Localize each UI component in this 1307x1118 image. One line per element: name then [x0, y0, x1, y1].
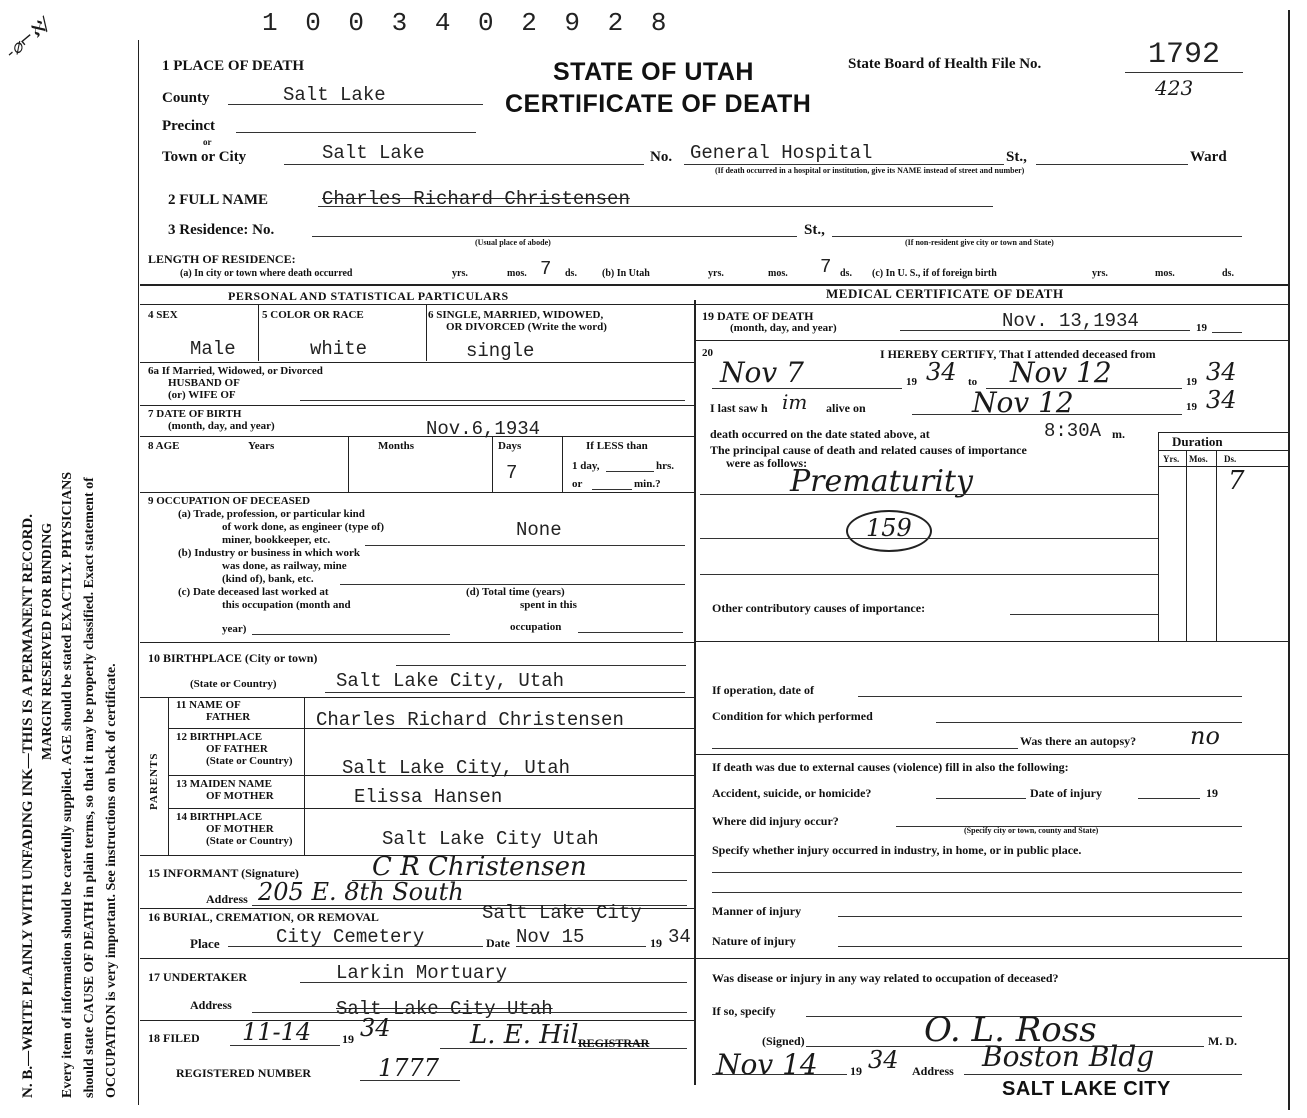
duration-mos-divider: [1216, 450, 1217, 642]
title-certificate: CERTIFICATE OF DEATH: [505, 90, 812, 118]
frame-left: [138, 40, 139, 1105]
occupation-d1: (d) Total time (years): [466, 586, 565, 598]
file-number: 1792: [1148, 38, 1221, 72]
occupation-d-line: [578, 632, 683, 633]
occupation-c3: year): [222, 623, 247, 635]
duration-label: Duration: [1172, 434, 1223, 449]
spouse-label-2: HUSBAND OF: [168, 377, 240, 389]
manner-label: Manner of injury: [712, 904, 802, 918]
residence-a-days: 7: [540, 258, 552, 280]
months-label: Months: [378, 440, 415, 452]
occupation-b2: was done, as railway, mine: [222, 560, 347, 572]
hrs-label: hrs.: [656, 460, 675, 472]
specify-line-1: [712, 872, 1242, 873]
occupation-b1: (b) Industry or business in which work: [178, 547, 360, 559]
section-heading-rule: [140, 304, 1288, 305]
birthplace-label: 10 BIRTHPLACE (City or town): [148, 651, 318, 665]
marital-label-1: 6 SINGLE, MARRIED, WIDOWED,: [428, 309, 604, 321]
parents-side-label: PARENTS: [148, 752, 160, 810]
injury-date-label: Date of injury: [1030, 786, 1102, 800]
filed-date-line: [230, 1045, 340, 1046]
dod-suffix: 19: [1196, 322, 1207, 334]
to-label: to: [968, 376, 978, 388]
duration-bottom-border: [696, 641, 1288, 642]
med-rule-20: [696, 340, 1288, 341]
margin-note-line2: Every item of information should be carefully supplied. AGE should be stated EXACTLY. PHYSICIANS: [60, 471, 75, 1098]
burial-year: 34: [668, 926, 691, 948]
town-value: Salt Lake: [322, 142, 425, 164]
spouse-line: [300, 400, 685, 401]
md-label: M. D.: [1208, 1034, 1237, 1048]
file-number-label: State Board of Health File No.: [848, 56, 1042, 72]
registrar-line: [440, 1048, 687, 1049]
margin-note-line1: N. B.—WRITE PLAINLY WITH UNFADING INK—THIS IS A PERMANENT RECORD.: [20, 514, 36, 1098]
last-saw-him: im: [782, 390, 808, 414]
margin-binding-note-rotated: [40, 523, 56, 760]
last-year-prefix: 19: [1186, 401, 1197, 413]
precinct-label: Precinct: [162, 118, 216, 134]
days-label: Days: [498, 440, 522, 452]
file-number-line: [1125, 72, 1243, 73]
last-saw-label-b: alive on: [826, 401, 866, 415]
mother-bp-label-2: OF MOTHER: [206, 823, 274, 835]
med-rule-external: [696, 754, 1288, 755]
cause-line-2: [700, 538, 1158, 539]
cause-value: Prematurity: [790, 464, 973, 499]
time-m-label: m.: [1112, 427, 1125, 441]
residence-c-label: (c) In U. S., if of foreign birth: [872, 268, 997, 279]
duration-ds-label: Ds.: [1224, 454, 1237, 464]
injury-year-prefix: 19: [1206, 786, 1218, 800]
certify-text: I HEREBY CERTIFY, That I attended deceased from: [880, 347, 1156, 361]
attended-from: Nov 7: [720, 356, 804, 389]
burial-place-label: Place: [190, 936, 220, 951]
father-value: Charles Richard Christensen: [316, 709, 624, 731]
residence-a-yrs: yrs.: [452, 268, 468, 279]
accident-label: Accident, suicide, or homicide?: [712, 786, 872, 800]
signed-year: 34: [868, 1046, 899, 1074]
dod-label-2: (month, day, and year): [730, 322, 837, 334]
dob-label-1: 7 DATE OF BIRTH: [148, 408, 242, 420]
age-days-divider: [562, 437, 563, 492]
certify-number: 20: [702, 347, 713, 359]
street-label: St.,: [1006, 149, 1027, 165]
father-bp-label-3: (State or Country): [206, 755, 293, 767]
dod-value: Nov. 13,1934: [1002, 310, 1139, 332]
sex-label: 4 SEX: [148, 309, 178, 321]
serial-number: 1 0 0 3 4 0 2 9 2 8: [262, 8, 673, 38]
autopsy-value: no: [1190, 722, 1220, 750]
last-saw-value: Nov 12: [972, 386, 1074, 419]
if-so-label: If so, specify: [712, 1004, 776, 1018]
father-bp-label-1: 12 BIRTHPLACE: [176, 731, 263, 743]
nonresident-note: (If non-resident give city or town and State): [905, 238, 1054, 247]
duration-mos-label: Mos.: [1189, 454, 1208, 464]
row-rule-7: [140, 405, 694, 406]
duration-header-rule: [1158, 450, 1288, 451]
undertaker-address: Salt Lake City Utah: [336, 998, 553, 1020]
full-name-line: [318, 206, 993, 207]
mother-label-1: 13 MAIDEN NAME: [176, 778, 272, 790]
residence-b-days: 7: [820, 256, 832, 278]
personal-heading: PERSONAL AND STATISTICAL PARTICULARS: [228, 289, 509, 303]
cause-code-circle: [846, 510, 932, 552]
occupation-d3: occupation: [510, 621, 562, 633]
physician-address-line: [964, 1074, 1242, 1075]
father-bp-label-2: OF FATHER: [206, 743, 268, 755]
to-year: 34: [1206, 358, 1237, 386]
burial-value: Salt Lake City: [482, 902, 642, 924]
parents-label-divider: [304, 697, 305, 855]
specify-line-2: [712, 892, 1242, 893]
informant-address: 205 E. 8th South: [258, 878, 464, 906]
operation-line: [858, 696, 1242, 697]
dob-label-2: (month, day, and year): [168, 420, 275, 432]
residence-a-mos: mos.: [507, 268, 527, 279]
occupation-a1: (a) Trade, profession, or particular kind: [178, 508, 365, 520]
color-value: white: [310, 338, 368, 360]
ward-line: [1036, 164, 1188, 165]
filed-label: 18 FILED: [148, 1031, 200, 1045]
manner-line: [838, 916, 1242, 917]
full-name-value: Charles Richard Christensen: [322, 188, 630, 210]
occupation-a3: miner, bookkeeper, etc.: [222, 534, 331, 546]
margin-binding-note-text: MARGIN RESERVED FOR BINDING: [40, 522, 55, 760]
registered-number-label: REGISTERED NUMBER: [176, 1066, 312, 1080]
sex-divider: [258, 305, 259, 361]
occupation-b-line: [340, 584, 685, 585]
center-divider: [694, 300, 696, 1085]
registered-number: 1777: [378, 1054, 440, 1082]
margin-note-line3: should state CAUSE OF DEATH in plain terms, so that it may be properly classified. Exact statement of: [82, 477, 97, 1098]
cause-line-1: [700, 494, 1158, 495]
residence-street-line: [832, 236, 1242, 237]
hrs-line: [606, 471, 654, 472]
hospital-note: (If death occurred in a hospital or institution, give its NAME instead of street and number): [715, 166, 1025, 175]
spouse-label-1: 6a If Married, Widowed, or Divorced: [148, 365, 323, 377]
filed-year-prefix: 19: [342, 1032, 354, 1046]
burial-date-label: Date: [486, 936, 510, 950]
age-label: 8 AGE: [148, 440, 180, 452]
dod-label-1: 19 DATE OF DEATH: [702, 309, 814, 323]
signed-label: (Signed): [762, 1034, 805, 1048]
duration-col-rule: [1158, 466, 1288, 467]
operation-label: If operation, date of: [712, 683, 814, 697]
duration-left-border: [1158, 432, 1159, 642]
dob-value: Nov.6,1934: [426, 418, 541, 440]
mother-bp-value: Salt Lake City Utah: [382, 828, 599, 850]
margin-note-line4: OCCUPATION is very important. See instructions on back of certificate.: [104, 663, 119, 1098]
occupation-a2: of work done, as engineer (type of): [222, 521, 385, 533]
county-line: [228, 104, 483, 105]
attended-from-line: [712, 388, 902, 389]
external-causes-label: If death was due to external causes (violence) fill in also the following:: [712, 760, 1069, 774]
occupation-value: None: [516, 519, 562, 541]
marital-value: single: [466, 340, 535, 362]
mother-bp-label-3: (State or Country): [206, 835, 293, 847]
duration-yrs-divider: [1186, 450, 1187, 642]
frame-right: [1288, 10, 1290, 1110]
mother-value: Elissa Hansen: [354, 786, 503, 808]
physician-signature: O. L. Ross: [924, 1010, 1097, 1050]
undertaker-value: Larkin Mortuary: [336, 962, 508, 984]
color-divider: [426, 305, 427, 361]
residence-b-yrs: yrs.: [708, 268, 724, 279]
condition-label: Condition for which performed: [712, 709, 873, 723]
spouse-label-3: (or) WIFE OF: [168, 389, 236, 401]
county-label: County: [162, 90, 210, 106]
physician-address-label: Address: [912, 1064, 954, 1078]
where-label: Where did injury occur?: [712, 814, 839, 828]
specify-label: Specify whether injury occurred in industry, in home, or in public place.: [712, 843, 1082, 857]
last-year: 34: [1206, 386, 1237, 414]
age-years-divider: [348, 437, 349, 492]
less-than-label: If LESS than: [586, 440, 648, 452]
to-year-prefix: 19: [1186, 376, 1197, 388]
informant-signature: C R Christensen: [372, 852, 587, 882]
title-state: STATE OF UTAH: [553, 58, 754, 86]
burial-year-prefix: 19: [650, 936, 662, 950]
occupation-d2: spent in this: [520, 599, 577, 611]
burial-label: 16 BURIAL, CREMATION, OR REMOVAL: [148, 910, 379, 924]
row-rule-14: [168, 808, 694, 809]
residence-a-ds: ds.: [565, 268, 577, 279]
other-causes-label: Other contributory causes of importance:: [712, 601, 926, 615]
medical-heading: MEDICAL CERTIFICATE OF DEATH: [826, 286, 1064, 301]
county-value: Salt Lake: [283, 84, 386, 106]
occupation-c2: this occupation (month and: [222, 599, 351, 611]
med-rule-related: [696, 958, 1288, 959]
dod-line: [900, 330, 1190, 331]
hospital-line: [684, 164, 1004, 165]
where-note: (Specify city or town, county and State): [964, 826, 1099, 835]
physician-address: Boston Bldg: [982, 1040, 1155, 1073]
last-saw-label-a: I last saw h: [710, 401, 768, 415]
undertaker-address-label: Address: [190, 998, 232, 1012]
full-name-label: 2 FULL NAME: [168, 192, 269, 208]
city-stamp: SALT LAKE CITY: [1002, 1078, 1171, 1100]
residence-b-mos: mos.: [768, 268, 788, 279]
residence-b-label: (b) In Utah: [602, 268, 650, 279]
burial-date-line: [516, 946, 646, 947]
undertaker-label: 17 UNDERTAKER: [148, 970, 248, 984]
years-label: Years: [248, 440, 275, 452]
row-rule-12: [168, 728, 694, 729]
ward-label: Ward: [1190, 149, 1227, 165]
row-rule-18: [140, 1020, 694, 1021]
or-min-label: or: [572, 478, 583, 490]
row-rule-9: [140, 492, 694, 493]
birthplace-city-line: [396, 665, 686, 666]
duration-days-value: 7: [1228, 466, 1245, 496]
occupation-c-line: [252, 634, 450, 635]
nature-label: Nature of injury: [712, 934, 796, 948]
occupation-label: 9 OCCUPATION OF DECEASED: [148, 495, 311, 507]
town-label: Town or City: [162, 149, 247, 165]
filed-date: 11-14: [242, 1018, 312, 1046]
birthplace-value: Salt Lake City, Utah: [336, 670, 565, 692]
burial-place-line: [228, 946, 483, 947]
from-year-prefix: 19: [906, 376, 917, 388]
occupation-a-line: [365, 545, 685, 546]
hospital-value: General Hospital: [690, 142, 873, 164]
burial-place-value: City Cemetery: [276, 926, 425, 948]
last-saw-line: [912, 414, 1182, 415]
burial-date-value: Nov 15: [516, 926, 585, 948]
undertaker-address-line: [252, 1012, 687, 1013]
duration-top-border: [1158, 432, 1288, 433]
place-of-death-label: 1 PLACE OF DEATH: [162, 58, 305, 74]
row-rule-17: [140, 958, 694, 959]
informant-label: 15 INFORMANT (Signature): [148, 866, 299, 880]
birthplace-state-label: (State or Country): [190, 678, 277, 690]
accident-line: [936, 798, 1026, 799]
min-label: min.?: [634, 478, 661, 490]
dod-year-line: [1212, 332, 1242, 333]
min-line: [592, 489, 632, 490]
filed-year: 34: [360, 1014, 391, 1042]
marital-label-2: OR DIVORCED (Write the word): [446, 321, 607, 333]
row-rule-parents: [140, 697, 694, 698]
duration-yrs-label: Yrs.: [1163, 454, 1180, 464]
registered-number-line: [360, 1080, 460, 1081]
residence-a-label: (a) In city or town where death occurred: [180, 268, 353, 279]
mother-label-2: OF MOTHER: [206, 790, 274, 802]
signed-date-line: [712, 1074, 847, 1075]
registrar-signature: L. E. Hil: [470, 1020, 579, 1050]
row-rule-10: [140, 642, 694, 643]
informant-address-label: Address: [206, 892, 248, 906]
registrar-label: REGISTRAR: [578, 1036, 650, 1050]
autopsy-label: Was there an autopsy?: [1020, 734, 1137, 748]
cause-line-3: [700, 574, 1158, 575]
age-months-divider: [492, 437, 493, 492]
other-causes-line: [1010, 614, 1158, 615]
nature-line: [838, 946, 1242, 947]
one-day-label: 1 day,: [572, 460, 600, 472]
father-label-1: 11 NAME OF: [176, 699, 241, 711]
mother-bp-label-1: 14 BIRTHPLACE: [176, 811, 263, 823]
signed-year-prefix: 19: [850, 1064, 862, 1078]
row-rule-6a: [140, 362, 694, 363]
residence-c-mos: mos.: [1155, 268, 1175, 279]
occupation-b3: (kind of), bank, etc.: [222, 573, 314, 585]
undertaker-line: [300, 982, 687, 983]
residence-line: [312, 236, 797, 237]
time-value: 8:30A: [1044, 420, 1102, 442]
length-of-residence-label: LENGTH OF RESIDENCE:: [148, 252, 296, 266]
father-label-2: FATHER: [206, 711, 251, 723]
attended-to: Nov 12: [1010, 356, 1112, 389]
residence-c-yrs: yrs.: [1092, 268, 1108, 279]
residence-c-ds: ds.: [1222, 268, 1234, 279]
cause-label-2: were as follows:: [726, 456, 808, 470]
occurred-label: death occurred on the date stated above, at: [710, 427, 930, 441]
precinct-line: [236, 132, 476, 133]
cause-code: 159: [866, 514, 912, 542]
residence-b-ds: ds.: [840, 268, 852, 279]
related-label: Was disease or injury in any way related to occupation of deceased?: [712, 971, 1059, 985]
from-year: 34: [926, 358, 957, 386]
file-number-secondary: 423: [1155, 76, 1194, 100]
residence-label: 3 Residence: No.: [168, 222, 275, 238]
corner-mark: -⌀⌐ℵ/: [1, 13, 55, 64]
sex-value: Male: [190, 338, 236, 360]
birthplace-state-line: [325, 692, 685, 693]
row-rule-13: [168, 775, 694, 776]
age-days-value: 7: [506, 462, 518, 484]
section-top-rule: [140, 284, 1288, 286]
parents-side-divider: [168, 697, 169, 855]
color-label: 5 COLOR OR RACE: [262, 309, 364, 321]
usual-abode-note: (Usual place of abode): [475, 238, 551, 247]
signed-date: Nov 14: [716, 1048, 818, 1081]
or-label: or: [203, 137, 212, 147]
autopsy-pre-line: [712, 748, 1018, 749]
cause-label-1: The principal cause of death and related causes of importance: [710, 443, 1027, 457]
town-line: [284, 164, 644, 165]
street-no-label: No.: [650, 149, 673, 165]
occupation-c1: (c) Date deceased last worked at: [178, 586, 329, 598]
father-bp-value: Salt Lake City, Utah: [342, 757, 571, 779]
residence-street-label: St.,: [804, 222, 825, 238]
row-rule-8: [140, 436, 694, 437]
injury-date-line: [1138, 798, 1200, 799]
